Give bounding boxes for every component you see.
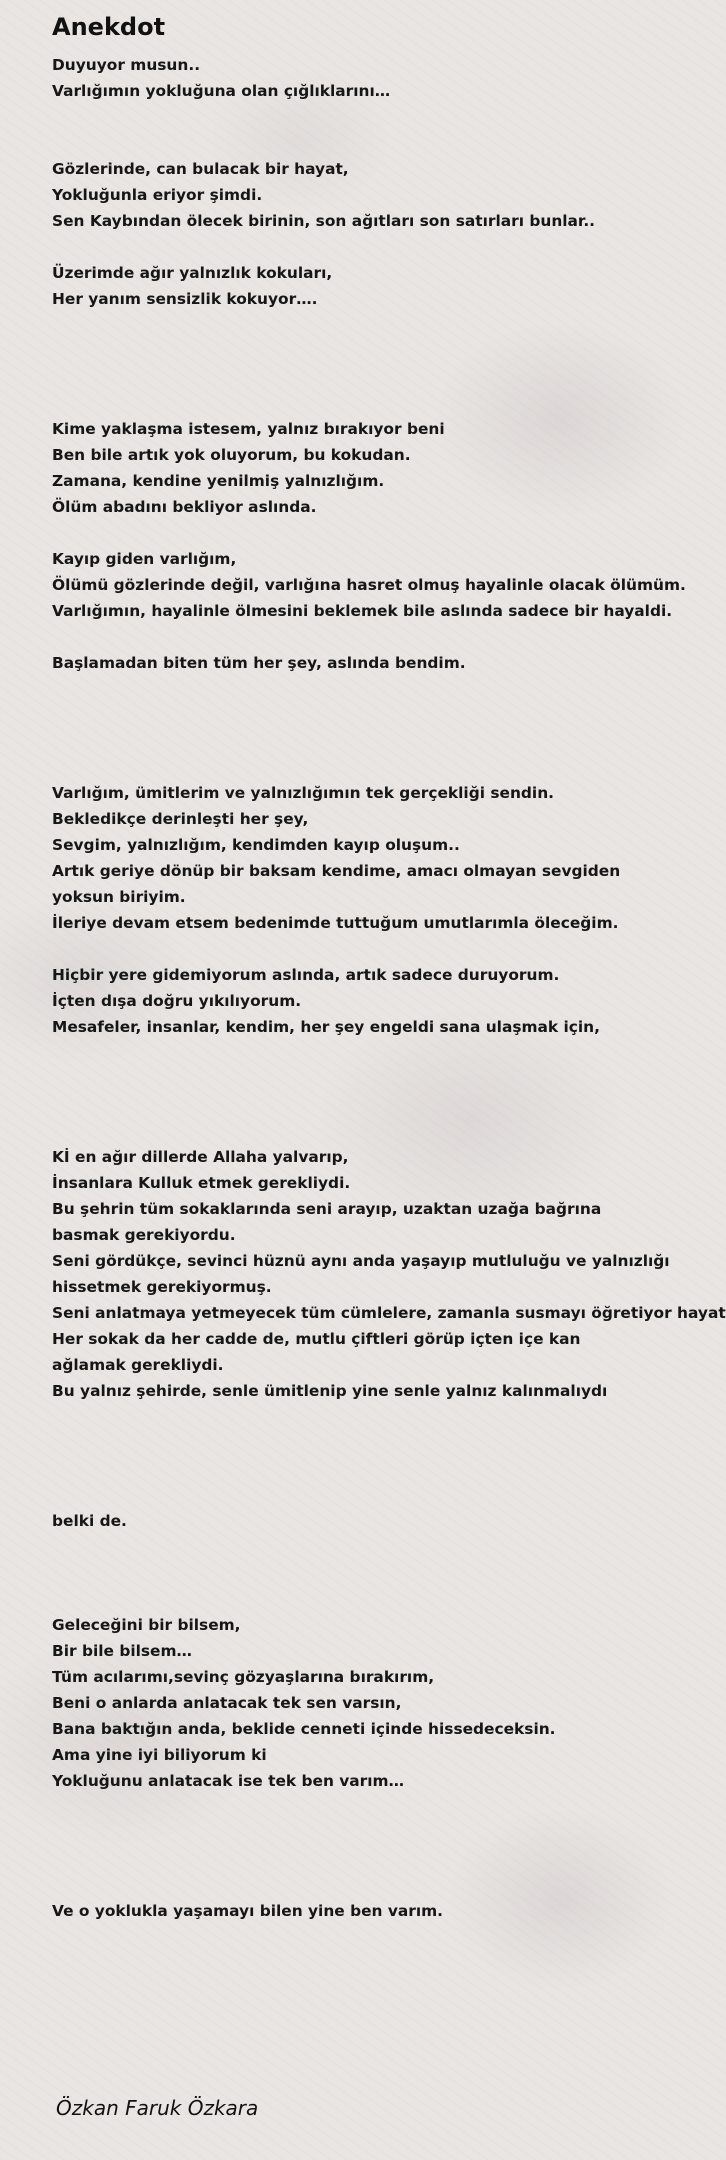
poem-line: Kime yaklaşma istesem, yalnız bırakıyor beni	[52, 420, 445, 438]
stanza-gap	[52, 1534, 640, 1560]
stanza-gap	[52, 1456, 640, 1482]
poem-line: Geleceğini bir bilsem,	[52, 1616, 241, 1634]
poem-line: Zamana, kendine yenilmiş yalnızlığım.	[52, 472, 385, 490]
stanza-gap	[52, 104, 640, 130]
stanza-gap	[52, 1820, 640, 1846]
poem-line: Gözlerinde, can bulacak bir hayat,	[52, 160, 349, 178]
poem-line: Bu yalnız şehirde, senle ümitlenip yine senle yalnız kalınmalıydı	[52, 1382, 608, 1400]
poem-line: Üzerimde ağır yalnızlık kokuları,	[52, 264, 333, 282]
poem-body	[52, 52, 726, 1924]
stanza-gap	[52, 130, 640, 156]
stanza-gap	[52, 390, 640, 416]
poem-line: Mesafeler, insanlar, kendim, her şey engeldi sana ulaşmak için,	[52, 1018, 600, 1036]
stanza-gap	[52, 1040, 640, 1066]
poem-line: İnsanlara Kulluk etmek gerekliydi.	[52, 1174, 351, 1192]
poem-line: basmak gerekiyordu.	[52, 1226, 236, 1244]
poem-line: Yokluğunu anlatacak ise tek ben varım…	[52, 1772, 404, 1790]
stanza-gap	[52, 1092, 640, 1118]
stanza-gap	[52, 936, 640, 962]
poem-line: Duyuyor musun..	[52, 56, 201, 74]
stanza-gap	[52, 520, 640, 546]
stanza-gap	[52, 1872, 640, 1898]
poem-line: Her yanım sensizlik kokuyor….	[52, 290, 318, 308]
stanza-gap	[52, 702, 640, 728]
stanza-gap	[52, 1118, 640, 1144]
poem-line: belki de.	[52, 1512, 127, 1530]
poem-line: Ve o yoklukla yaşamayı bilen yine ben varım.	[52, 1902, 444, 1920]
stanza-gap	[52, 312, 640, 338]
poem-line: Ama yine iyi biliyorum ki	[52, 1746, 267, 1764]
poem-line: Bir bile bilsem…	[52, 1642, 192, 1660]
poem-line: Varlığımın yokluğuna olan çığlıklarını…	[52, 82, 391, 100]
stanza-gap	[52, 1560, 640, 1586]
poem-line: Artık geriye dönüp bir baksam kendime, amacı olmayan sevgiden	[52, 862, 621, 880]
stanza-gap	[52, 338, 640, 364]
poem-line: Sevgim, yalnızlığım, kendimden kayıp oluşum..	[52, 836, 460, 854]
poem-line: Varlığımın, hayalinle ölmesini beklemek bile aslında sadece bir hayaldi.	[52, 602, 673, 620]
stanza-gap	[52, 1066, 640, 1092]
stanza-gap	[52, 364, 640, 390]
stanza-gap	[52, 754, 640, 780]
stanza-gap	[52, 676, 640, 702]
poem-line: Bu şehrin tüm sokaklarında seni arayıp, uzaktan uzağa bağrına	[52, 1200, 602, 1218]
poem-line: İçten dışa doğru yıkılıyorum.	[52, 992, 302, 1010]
poem-line: İleriye devam etsem bedenimde tuttuğum umutlarımla öleceğim.	[52, 914, 619, 932]
stanza-gap	[52, 624, 640, 650]
poem-line: yoksun biriyim.	[52, 888, 186, 906]
poem-author: Özkan Faruk Özkara	[56, 2096, 259, 2120]
poem-line: hissetmek gerekiyormuş.	[52, 1278, 272, 1296]
poem-line: Ölümü gözlerinde değil, varlığına hasret olmuş hayalinle olacak ölümüm.	[52, 576, 686, 594]
stanza-gap	[52, 1482, 640, 1508]
poem-line: Beni o anlarda anlatacak tek sen varsın,	[52, 1694, 402, 1712]
poem-title: Anekdot	[52, 13, 166, 41]
poem-line: Seni anlatmaya yetmeyecek tüm cümlelere, zamanla susmayı öğretiyor hayat	[52, 1304, 726, 1322]
stanza-gap	[52, 1586, 640, 1612]
poem-line: Seni gördükçe, sevinci hüznü aynı anda yaşayıp mutluluğu ve yalnızlığı	[52, 1252, 670, 1270]
poem-line: Ölüm abadını bekliyor aslında.	[52, 498, 317, 516]
stanza-gap	[52, 1794, 640, 1820]
poem-line: Kayıp giden varlığım,	[52, 550, 237, 568]
poem-line: Tüm acılarımı,sevinç gözyaşlarına bırakırım,	[52, 1668, 435, 1686]
poem-line: Yokluğunla eriyor şimdi.	[52, 186, 263, 204]
poem-line: Varlığım, ümitlerim ve yalnızlığımın tek gerçekliği sendin.	[52, 784, 554, 802]
stanza-gap	[52, 1430, 640, 1456]
poem-line: Ben bile artık yok oluyorum, bu kokudan.	[52, 446, 411, 464]
poem-line: Başlamadan biten tüm her şey, aslında bendim.	[52, 654, 466, 672]
poem-line: Bekledikçe derinleşti her şey,	[52, 810, 309, 828]
stanza-gap	[52, 234, 640, 260]
stanza-gap	[52, 1404, 640, 1430]
stanza-gap	[52, 1846, 640, 1872]
poem-line: Kİ en ağır dillerde Allaha yalvarıp,	[52, 1148, 349, 1166]
poem-line: ağlamak gerekliydi.	[52, 1356, 224, 1374]
poem-line: Her sokak da her cadde de, mutlu çiftleri görüp içten içe kan	[52, 1330, 581, 1348]
poem-line: Hiçbir yere gidemiyorum aslında, artık sadece duruyorum.	[52, 966, 560, 984]
poem-line: Bana baktığın anda, beklide cenneti içinde hissedeceksin.	[52, 1720, 556, 1738]
poem-line: Sen Kaybından ölecek birinin, son ağıtları son satırları bunlar..	[52, 212, 596, 230]
stanza-gap	[52, 728, 640, 754]
